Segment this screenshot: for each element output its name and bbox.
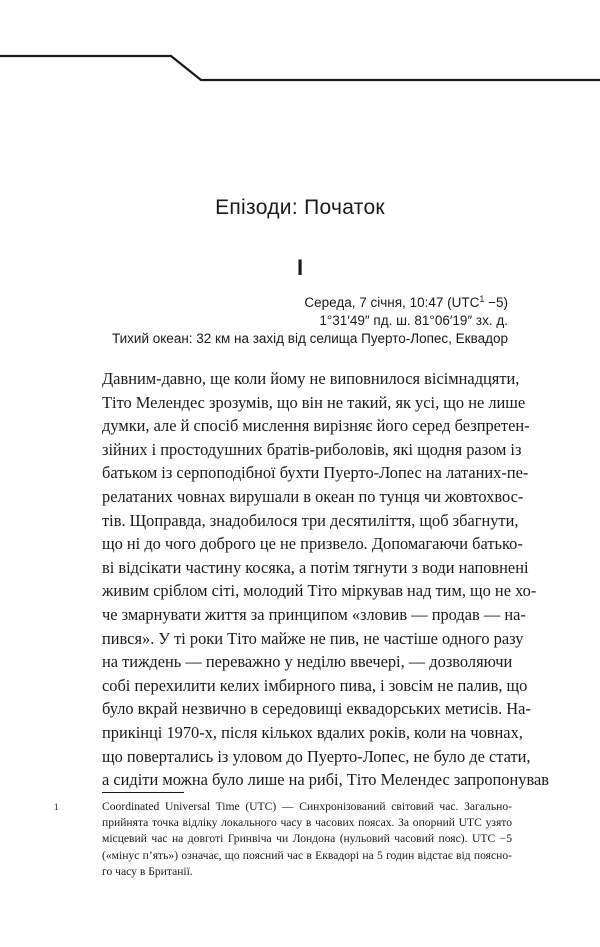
body-line: Тіто Мелендес зрозумів, що він не такий, як усі, що не лише <box>102 392 526 412</box>
body-line: прикінці 1970-х, після кількох вдалих років, коли на човнах, <box>102 722 523 742</box>
body-line: батьком із серпоподібної бухти Пуерто-Лопес на латаних-пе- <box>102 463 529 483</box>
body-line: на тиждень — переважно у неділю ввечері, — дозволяючи <box>102 652 513 672</box>
footnote-line: го часу в Британії. <box>102 864 193 878</box>
body-line: живим сріблом сіті, молодий Тіто міркував над тим, що не хо- <box>102 581 537 601</box>
footnote-line: прийнята точка відліку локального часу в часових поясах. За опорний UTC узято <box>102 816 512 830</box>
body-line: що ні до чого доброго це не призвело. Допомагаючи батько- <box>102 534 523 554</box>
body-line: а сидіти можна було лише на рибі, Тіто Мелендес запропонував <box>102 770 550 790</box>
body-line: зійних і простодушних братів-риболовів, які щодня разом із <box>102 439 522 459</box>
body-line: думки, але й спосіб мислення вирізняє його серед безпретен- <box>102 416 530 436</box>
section-number: I <box>296 255 304 280</box>
body-line: пився». У ті роки Тіто майже не пив, не частіше одного разу <box>102 628 524 648</box>
body-line: Давним-давно, ще коли йому не виповнилося вісімнадцяти, <box>102 369 520 388</box>
body-paragraph <box>102 367 550 792</box>
chapter-title: Епізоди: Початок <box>215 196 385 219</box>
footnote-number: 1 <box>54 802 59 812</box>
dateline-offset: −5) <box>484 295 508 310</box>
body-line: що повертались із уловом до Пуерто-Лопес, не було де стати, <box>102 746 531 766</box>
footnote-divider <box>102 792 184 793</box>
body-line: релатаних човнах вирушали в океан по тунця чи жовтохвос- <box>102 486 524 506</box>
footnote-ref[interactable]: 1 <box>479 294 485 304</box>
body-line: ві відсікати частину косяка, а потім тягнути з води наповнені <box>102 557 529 577</box>
dateline-date-text: Середа, 7 січня, 10:47 (UTC <box>304 295 480 310</box>
body-line: тів. Щоправда, знадобилося три десятиліття, щоб збагнути, <box>102 510 519 530</box>
body-line: було вкрай незвично в середовищі еквадорських метисів. На- <box>102 699 531 719</box>
dateline <box>112 294 508 348</box>
header-rule <box>0 0 600 90</box>
body-line: че змарнувати життя за принципом «зловив — продав — на- <box>102 604 526 624</box>
body-line: собі перехилити келих імбирного пива, і зовсім не палив, що <box>102 675 528 695</box>
dateline-date <box>112 294 508 312</box>
dateline-location: Тихий океан: 32 км на захід від селища Пуерто-Лопес, Еквадор <box>111 331 508 346</box>
dateline-coordinates: 1°31′49″ пд. ш. 81°06′19″ зх. д. <box>319 313 508 328</box>
footnote-line: Coordinated Universal Time (UTC) — Синхронізований світовий час. Загально- <box>102 800 512 813</box>
footnote <box>54 799 512 880</box>
footnote-line: місцевий час на довготі Гринвіча чи Лондона (нульовий часовий пояс). UTC −5 <box>102 832 512 846</box>
footnote-line: («мінус п’ять») означає, що поясний час в Еквадорі на 5 годин відстає від поясно- <box>102 848 512 862</box>
